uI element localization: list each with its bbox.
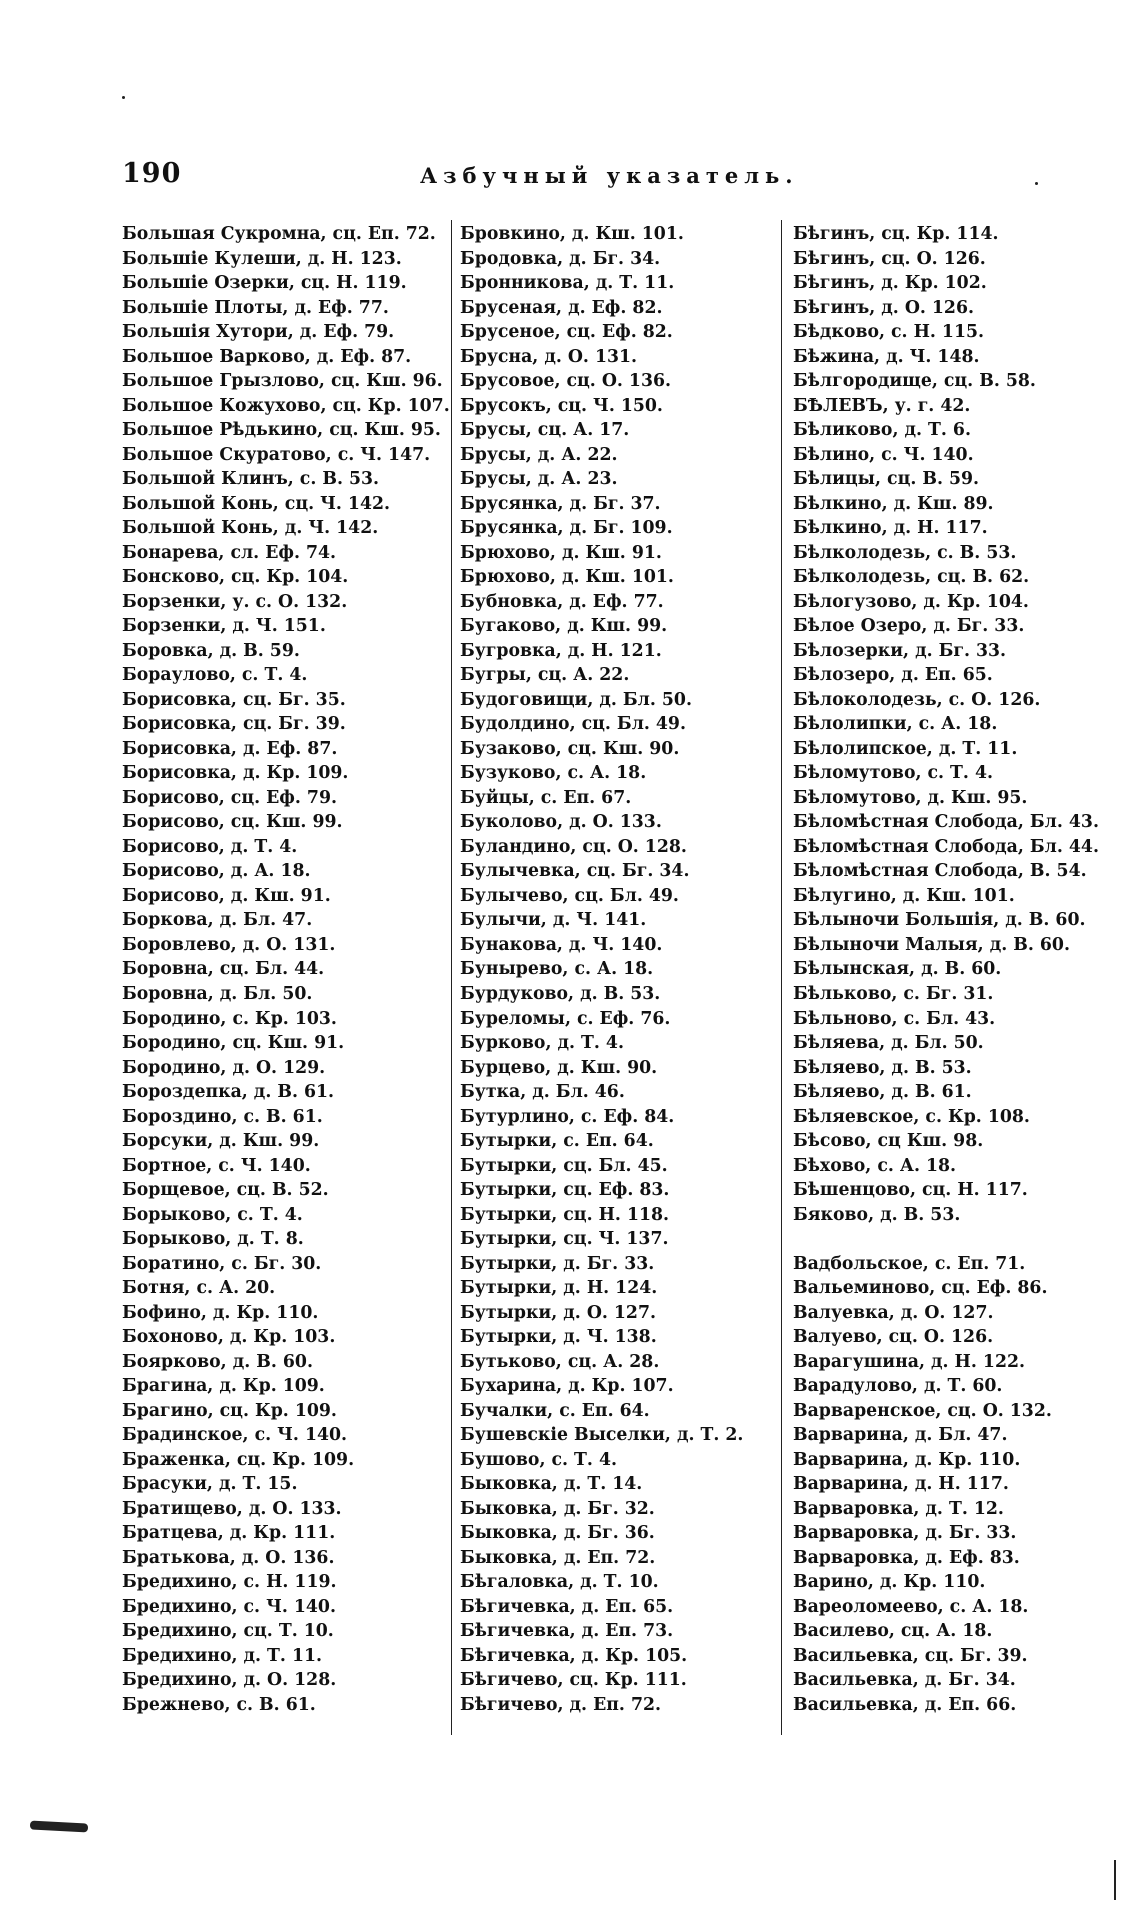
index-entry: Большія Хутори, д. Еф. 79. bbox=[122, 322, 395, 343]
index-entry: Браженка, сц. Кр. 109. bbox=[122, 1449, 355, 1470]
index-column-1 bbox=[122, 222, 450, 1717]
index-entry: Будолдино, сц. Бл. 49. bbox=[460, 714, 686, 735]
index-entry: Бортное, с. Ч. 140. bbox=[122, 1155, 311, 1176]
index-entry: Боярково, д. В. 60. bbox=[122, 1351, 313, 1372]
index-entry: Бѣлое Озеро, д. Бг. 33. bbox=[793, 616, 1025, 637]
index-entry: Бредихино, д. О. 128. bbox=[122, 1670, 337, 1691]
index-entry: Бѣхово, с. А. 18. bbox=[793, 1155, 957, 1176]
index-entry: Боратино, с. Бг. 30. bbox=[122, 1253, 322, 1274]
ink-smudge bbox=[30, 1820, 88, 1832]
index-entry: Бубновка, д. Еф. 77. bbox=[460, 591, 664, 612]
index-entry: Буландино, сц. О. 128. bbox=[460, 836, 687, 857]
index-entry: Брюхово, д. Кш. 91. bbox=[460, 542, 662, 563]
page-number: 190 bbox=[122, 158, 182, 189]
index-entry: Боровна, д. Бл. 50. bbox=[122, 983, 313, 1004]
index-entry: Бородино, сц. Кш. 91. bbox=[122, 1033, 345, 1054]
index-entry: Бурдуково, д. В. 53. bbox=[460, 983, 661, 1004]
index-entry: Бутурлино, с. Еф. 84. bbox=[460, 1106, 675, 1127]
index-entry: Бутырки, д. Н. 124. bbox=[460, 1278, 658, 1299]
index-entry: Бѣгинъ, д. Кр. 102. bbox=[793, 273, 987, 294]
index-entry: Бѣликово, д. Т. 6. bbox=[793, 420, 971, 441]
index-entry: Борисово, сц. Кш. 99. bbox=[122, 812, 343, 833]
index-entry: Быковка, д. Бг. 32. bbox=[460, 1498, 655, 1519]
index-entry: Бутьково, сц. А. 28. bbox=[460, 1351, 660, 1372]
index-entry: Бѣлогузово, д. Кр. 104. bbox=[793, 591, 1029, 612]
index-entry: Бѣгичевка, д. Кр. 105. bbox=[460, 1645, 688, 1666]
index-entry: Братькова, д. О. 136. bbox=[122, 1547, 335, 1568]
index-entry: Большое Рѣдькино, сц. Кш. 95. bbox=[122, 420, 441, 441]
index-entry: Боркова, д. Бл. 47. bbox=[122, 910, 313, 931]
index-entry: Бутырки, с. Еп. 64. bbox=[460, 1131, 654, 1152]
index-entry: Васильевка, д. Еп. 66. bbox=[793, 1694, 1017, 1715]
index-entry: Бородино, с. Кр. 103. bbox=[122, 1008, 337, 1029]
index-entry: Ботня, с. А. 20. bbox=[122, 1278, 276, 1299]
index-entry: Бровкино, д. Кш. 101. bbox=[460, 224, 684, 244]
index-entry: Борисовка, сц. Бг. 35. bbox=[122, 689, 346, 710]
ink-speck bbox=[1035, 182, 1038, 185]
index-entry: Бутырки, сц. Н. 118. bbox=[460, 1204, 670, 1225]
index-entry: Борисово, д. А. 18. bbox=[122, 861, 311, 882]
index-entry: Боровна, сц. Бл. 44. bbox=[122, 959, 325, 980]
index-entry: Буколово, д. О. 133. bbox=[460, 812, 662, 833]
index-entry: Брусна, д. О. 131. bbox=[460, 346, 638, 367]
running-title: Азбучный указатель. bbox=[420, 163, 799, 188]
index-entry: Бѣлолипское, д. Т. 11. bbox=[793, 738, 1018, 759]
index-entry: Брусянка, д. Бг. 37. bbox=[460, 493, 661, 514]
index-entry: Васильевка, сц. Бг. 39. bbox=[793, 1645, 1028, 1666]
index-entry: Бѣлынская, д. В. 60. bbox=[793, 959, 1002, 980]
index-entry: Бронникова, д. Т. 11. bbox=[460, 273, 675, 294]
index-entry: Бухарина, д. Кр. 107. bbox=[460, 1376, 674, 1397]
index-entry: Варваровка, д. Еф. 83. bbox=[793, 1547, 1020, 1568]
index-entry: Булычи, д. Ч. 141. bbox=[460, 910, 647, 931]
index-entry bbox=[793, 1227, 1123, 1252]
index-entry: Бонсково, сц. Кр. 104. bbox=[122, 567, 349, 588]
index-entry: Варадулово, д. Т. 60. bbox=[793, 1376, 1003, 1397]
index-entry: Вареоломеево, с. А. 18. bbox=[793, 1596, 1029, 1617]
index-entry: Братцева, д. Кр. 111. bbox=[122, 1523, 336, 1544]
index-entry: Брадинское, с. Ч. 140. bbox=[122, 1425, 348, 1446]
index-entry: Бораулово, с. Т. 4. bbox=[122, 665, 308, 686]
index-entry: Брежнево, с. В. 61. bbox=[122, 1694, 316, 1715]
index-entry: Бредихино, д. Т. 11. bbox=[122, 1645, 323, 1666]
index-entry: Бредихино, с. Н. 119. bbox=[122, 1572, 337, 1593]
index-entry: Бугровка, д. Н. 121. bbox=[460, 640, 662, 661]
index-entry: Большое Кожухово, сц. Кр. 107. bbox=[122, 395, 450, 416]
index-entry: Брусы, сц. А. 17. bbox=[460, 420, 630, 441]
index-entry: Бѣсово, сц Кш. 98. bbox=[793, 1131, 984, 1152]
index-entry: Большое Скуратово, с. Ч. 147. bbox=[122, 444, 431, 465]
index-entry: Варварина, д. Кр. 110. bbox=[793, 1449, 1021, 1470]
index-entry: Брусы, д. А. 23. bbox=[460, 469, 618, 490]
index-entry: Бутка, д. Бл. 46. bbox=[460, 1082, 625, 1103]
index-entry: Вальеминово, сц. Еф. 86. bbox=[793, 1278, 1048, 1299]
index-entry: Бѣлыночи Малыя, д. В. 60. bbox=[793, 934, 1070, 955]
index-entry: БѢЛЕВЪ, у. г. 42. bbox=[793, 395, 971, 416]
index-entry: Борисово, д. Т. 4. bbox=[122, 836, 298, 857]
index-entry: Бѣгичевка, д. Еп. 65. bbox=[460, 1596, 674, 1617]
index-entry: Бурково, д. Т. 4. bbox=[460, 1033, 624, 1054]
index-entry: Варваровка, д. Т. 12. bbox=[793, 1498, 1004, 1519]
index-entry: Бяково, д. В. 53. bbox=[793, 1204, 961, 1225]
index-entry: Бѣлозеро, д. Еп. 65. bbox=[793, 665, 993, 686]
index-entry: Большой Конь, сц. Ч. 142. bbox=[122, 493, 391, 514]
index-entry: Брусеная, д. Еф. 82. bbox=[460, 297, 663, 318]
index-entry: Большое Грызлово, сц. Кш. 96. bbox=[122, 371, 443, 392]
index-entry: Бунакова, д. Ч. 140. bbox=[460, 934, 663, 955]
index-entry: Бѣлозерки, д. Бг. 33. bbox=[793, 640, 1007, 661]
index-entry: Бѣлолипки, с. А. 18. bbox=[793, 714, 998, 735]
index-entry: Борзенки, у. с. О. 132. bbox=[122, 591, 348, 612]
index-entry: Борсуки, д. Кш. 99. bbox=[122, 1131, 320, 1152]
index-entry: Бѣлино, с. Ч. 140. bbox=[793, 444, 974, 465]
index-entry: Борисовка, д. Кр. 109. bbox=[122, 763, 349, 784]
index-entry: Бѣлгородище, сц. В. 58. bbox=[793, 371, 1036, 392]
index-entry: Большой Конь, д. Ч. 142. bbox=[122, 518, 379, 539]
index-entry: Варварина, д. Н. 117. bbox=[793, 1474, 1009, 1495]
index-entry: Бугры, сц. А. 22. bbox=[460, 665, 630, 686]
index-entry: Бонарева, сл. Еф. 74. bbox=[122, 542, 337, 563]
index-entry: Брусянка, д. Бг. 109. bbox=[460, 518, 673, 539]
index-entry: Бѣгаловка, д. Т. 10. bbox=[460, 1572, 659, 1593]
index-entry: Бѣгичевка, д. Еп. 73. bbox=[460, 1621, 674, 1642]
index-entry: Бучалки, с. Еп. 64. bbox=[460, 1400, 650, 1421]
index-entry: Бѣлыночи Большія, д. В. 60. bbox=[793, 910, 1086, 931]
index-entry: Будоговищи, д. Бл. 50. bbox=[460, 689, 692, 710]
index-entry: Варваровка, д. Бг. 33. bbox=[793, 1523, 1017, 1544]
index-entry: Бѣлоколодезь, с. О. 126. bbox=[793, 689, 1041, 710]
index-entry: Булычево, сц. Бл. 49. bbox=[460, 885, 679, 906]
index-entry: Бутырки, д. О. 127. bbox=[460, 1302, 657, 1323]
index-entry: Бѣгичево, д. Еп. 72. bbox=[460, 1694, 662, 1715]
index-entry: Бѣломѣстная Слобода, Бл. 43. bbox=[793, 812, 1099, 833]
index-entry: Борщевое, сц. В. 52. bbox=[122, 1180, 329, 1201]
index-entry: Бѣломѣстная Слобода, Бл. 44. bbox=[793, 836, 1099, 857]
index-entry: Брюхово, д. Кш. 101. bbox=[460, 567, 674, 588]
index-entry: Бѣляева, д. Бл. 50. bbox=[793, 1033, 984, 1054]
index-entry: Бутырки, д. Ч. 138. bbox=[460, 1327, 657, 1348]
index-entry: Бѣгинъ, д. О. 126. bbox=[793, 297, 974, 318]
index-entry: Боровлево, д. О. 131. bbox=[122, 934, 336, 955]
index-entry: Борыково, д. Т. 8. bbox=[122, 1229, 304, 1250]
index-entry: Бохоново, д. Кр. 103. bbox=[122, 1327, 336, 1348]
ink-speck bbox=[122, 96, 125, 99]
index-entry: Бѣломѣстная Слобода, В. 54. bbox=[793, 861, 1087, 882]
index-entry: Бофино, д. Кр. 110. bbox=[122, 1302, 319, 1323]
index-entry: Борисовка, д. Еф. 87. bbox=[122, 738, 338, 759]
index-entry: Буйцы, с. Еп. 67. bbox=[460, 787, 632, 808]
index-entry: Бугаково, д. Кш. 99. bbox=[460, 616, 668, 637]
index-entry: Брусовое, сц. О. 136. bbox=[460, 371, 672, 392]
index-entry: Бѣляево, д. В. 61. bbox=[793, 1082, 972, 1103]
index-entry: Бѣльново, с. Бл. 43. bbox=[793, 1008, 996, 1029]
index-entry: Борисово, сц. Еф. 79. bbox=[122, 787, 337, 808]
index-entry: Бѣлкино, д. Н. 117. bbox=[793, 518, 988, 539]
index-entry: Бурцево, д. Кш. 90. bbox=[460, 1057, 658, 1078]
index-entry: Быковка, д. Еп. 72. bbox=[460, 1547, 656, 1568]
index-entry: Бушово, с. Т. 4. bbox=[460, 1449, 617, 1470]
index-entry: Бѣлколодезь, с. В. 53. bbox=[793, 542, 1017, 563]
index-entry: Братищево, д. О. 133. bbox=[122, 1498, 342, 1519]
index-entry: Бузуково, с. А. 18. bbox=[460, 763, 647, 784]
index-entry: Бродовка, д. Бг. 34. bbox=[460, 248, 661, 269]
index-entry: Бѣляево, д. В. 53. bbox=[793, 1057, 972, 1078]
index-entry: Бредихино, с. Ч. 140. bbox=[122, 1596, 336, 1617]
index-entry: Бушевскіе Выселки, д. Т. 2. bbox=[460, 1425, 744, 1446]
index-entry: Бѣлицы, сц. В. 59. bbox=[793, 469, 980, 490]
index-column-2 bbox=[460, 222, 765, 1717]
index-entry: Большіе Плоты, д. Еф. 77. bbox=[122, 297, 389, 318]
index-entry: Бородино, д. О. 129. bbox=[122, 1057, 326, 1078]
index-entry: Вадбольское, с. Еп. 71. bbox=[793, 1253, 1026, 1274]
index-entry: Брусокъ, сц. Ч. 150. bbox=[460, 395, 663, 416]
index-entry: Бѣлколодезь, сц. В. 62. bbox=[793, 567, 1030, 588]
index-entry: Булычевка, сц. Бг. 34. bbox=[460, 861, 690, 882]
index-entry: Варино, д. Кр. 110. bbox=[793, 1572, 986, 1593]
index-entry: Большіе Озерки, сц. Н. 119. bbox=[122, 273, 407, 294]
index-entry: Борзенки, д. Ч. 151. bbox=[122, 616, 326, 637]
index-entry: Брусы, д. А. 22. bbox=[460, 444, 618, 465]
index-entry: Бутырки, сц. Бл. 45. bbox=[460, 1155, 668, 1176]
index-entry: Бунырево, с. А. 18. bbox=[460, 959, 654, 980]
index-entry: Валуево, сц. О. 126. bbox=[793, 1327, 994, 1348]
index-entry: Бѣдково, с. Н. 115. bbox=[793, 322, 985, 343]
index-entry: Большая Сукромна, сц. Еп. 72. bbox=[122, 224, 436, 244]
index-entry: Быковка, д. Т. 14. bbox=[460, 1474, 643, 1495]
index-entry: Бѣгинъ, сц. Кр. 114. bbox=[793, 224, 999, 244]
index-entry: Бѣшенцово, сц. Н. 117. bbox=[793, 1180, 1028, 1201]
index-entry: Большой Клинъ, с. В. 53. bbox=[122, 469, 380, 490]
index-entry: Борисово, д. Кш. 91. bbox=[122, 885, 331, 906]
index-entry: Бѣломутово, с. Т. 4. bbox=[793, 763, 993, 784]
index-entry: Борыково, с. Т. 4. bbox=[122, 1204, 303, 1225]
index-entry: Бѣлкино, д. Кш. 89. bbox=[793, 493, 994, 514]
index-entry: Бѣгичево, сц. Кр. 111. bbox=[460, 1670, 687, 1691]
index-entry: Бѣльково, с. Бг. 31. bbox=[793, 983, 994, 1004]
index-column-3 bbox=[793, 222, 1123, 1717]
page-header bbox=[122, 158, 1022, 198]
index-entry: Бутырки, сц. Ч. 137. bbox=[460, 1229, 669, 1250]
index-entry: Варварина, д. Бл. 47. bbox=[793, 1425, 1008, 1446]
index-entry: Бѣжина, д. Ч. 148. bbox=[793, 346, 980, 367]
index-entry: Бѣлугино, д. Кш. 101. bbox=[793, 885, 1015, 906]
index-entry: Брусеное, сц. Еф. 82. bbox=[460, 322, 673, 343]
index-entry: Бѣломутово, д. Кш. 95. bbox=[793, 787, 1028, 808]
index-entry: Валуевка, д. О. 127. bbox=[793, 1302, 994, 1323]
index-entry: Бороздино, с. В. 61. bbox=[122, 1106, 323, 1127]
edge-mark bbox=[1114, 1860, 1116, 1900]
index-entry: Бредихино, сц. Т. 10. bbox=[122, 1621, 334, 1642]
index-entry: Варваренское, сц. О. 132. bbox=[793, 1400, 1052, 1421]
index-entry: Бѣляевское, с. Кр. 108. bbox=[793, 1106, 1030, 1127]
index-entry: Большіе Кулеши, д. Н. 123. bbox=[122, 248, 402, 269]
index-entry: Большое Варково, д. Еф. 87. bbox=[122, 346, 412, 367]
index-entry: Брагино, сц. Кр. 109. bbox=[122, 1400, 337, 1421]
index-entry: Варагушина, д. Н. 122. bbox=[793, 1351, 1026, 1372]
index-entry: Васильевка, д. Бг. 34. bbox=[793, 1670, 1016, 1691]
index-entry: Боровка, д. В. 59. bbox=[122, 640, 300, 661]
index-entry: Брагина, д. Кр. 109. bbox=[122, 1376, 325, 1397]
index-entry: Бузаково, сц. Кш. 90. bbox=[460, 738, 680, 759]
index-entry: Брасуки, д. Т. 15. bbox=[122, 1474, 298, 1495]
index-entry: Быковка, д. Бг. 36. bbox=[460, 1523, 655, 1544]
index-entry: Бѣгинъ, сц. О. 126. bbox=[793, 248, 986, 269]
column-divider bbox=[451, 220, 452, 1735]
index-entry: Борисовка, сц. Бг. 39. bbox=[122, 714, 346, 735]
index-entry: Бороздепка, д. В. 61. bbox=[122, 1082, 335, 1103]
index-entry: Василево, сц. А. 18. bbox=[793, 1621, 993, 1642]
column-divider bbox=[781, 220, 782, 1735]
index-entry: Буреломы, с. Еф. 76. bbox=[460, 1008, 671, 1029]
index-entry: Бутырки, сц. Еф. 83. bbox=[460, 1180, 670, 1201]
index-entry: Бутырки, д. Бг. 33. bbox=[460, 1253, 655, 1274]
